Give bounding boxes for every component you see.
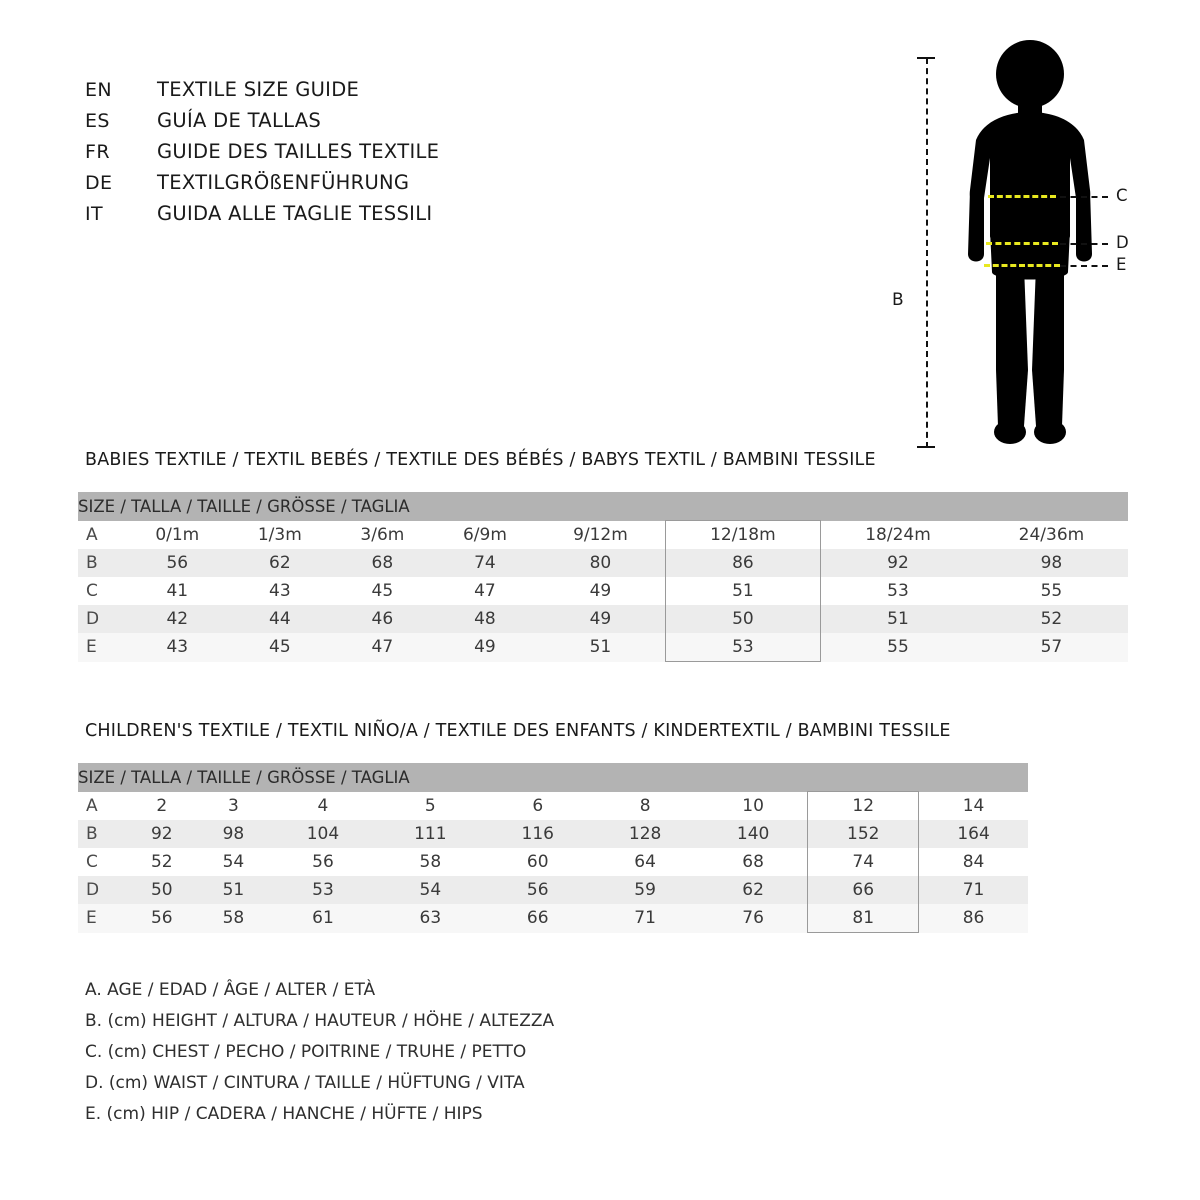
children-a-5: 8: [591, 792, 698, 821]
children-c-8: 84: [919, 848, 1028, 876]
children-a-0: 2: [126, 792, 198, 821]
height-axis-tick-top: [917, 57, 935, 59]
babies-a-1: 1/3m: [229, 521, 332, 550]
children-d-4: 56: [484, 876, 591, 904]
children-b-5: 128: [591, 820, 698, 848]
table-row: [78, 577, 1128, 605]
title-row-en: [85, 78, 605, 109]
babies-c-6: 53: [821, 577, 975, 605]
babies-c-2: 45: [331, 577, 434, 605]
height-axis-label: B: [892, 290, 904, 310]
children-a-1: 3: [198, 792, 270, 821]
children-c-3: 58: [377, 848, 484, 876]
language-code-es: ES: [85, 110, 110, 132]
babies-a-0: 0/1m: [126, 521, 229, 550]
table-row: [78, 521, 1128, 550]
title-text-en: TEXTILE SIZE GUIDE: [157, 78, 360, 101]
babies-e-1: 45: [229, 633, 332, 662]
children-c-2: 56: [269, 848, 376, 876]
children-d-6: 62: [699, 876, 808, 904]
hip-measure-label: E: [1116, 255, 1127, 274]
babies-e-7: 57: [975, 633, 1128, 662]
babies-a-6: 18/24m: [821, 521, 975, 550]
children-a-7: 12: [808, 792, 919, 821]
body-measurement-figure: [860, 40, 1160, 450]
babies-a-3: 6/9m: [434, 521, 537, 550]
language-code-de: DE: [85, 172, 113, 194]
babies-d-7: 52: [975, 605, 1128, 633]
language-code-it: IT: [85, 203, 104, 225]
children-d-7: 66: [808, 876, 919, 904]
babies-b-5: 86: [665, 549, 820, 577]
babies-d-4: 49: [536, 605, 665, 633]
babies-e-4: 51: [536, 633, 665, 662]
babies-b-4: 80: [536, 549, 665, 577]
row-key-a: A: [78, 521, 126, 550]
babies-table-header-label: SIZE / TALLA / TAILLE / GRÖSSE / TAGLIA: [78, 492, 1128, 521]
babies-size-table: [78, 492, 1128, 662]
chest-measure-line: [988, 195, 1056, 198]
legend-item-b: B. (cm) HEIGHT / ALTURA / HAUTEUR / HÖHE / ALTEZZA: [85, 1011, 555, 1031]
children-c-0: 52: [126, 848, 198, 876]
table-row: [78, 848, 1028, 876]
title-row-fr: [85, 140, 605, 171]
children-e-8: 86: [919, 904, 1028, 933]
row-key-a: A: [78, 792, 126, 821]
babies-a-5: 12/18m: [665, 521, 820, 550]
children-size-table: [78, 763, 1028, 933]
babies-e-0: 43: [126, 633, 229, 662]
babies-b-7: 98: [975, 549, 1128, 577]
babies-b-3: 74: [434, 549, 537, 577]
babies-b-6: 92: [821, 549, 975, 577]
children-a-6: 10: [699, 792, 808, 821]
children-b-0: 92: [126, 820, 198, 848]
row-key-c: C: [78, 577, 126, 605]
waist-measure-line: [986, 242, 1058, 245]
table-row: [78, 820, 1028, 848]
legend-item-a: A. AGE / EDAD / ÂGE / ALTER / ETÀ: [85, 980, 376, 1000]
title-row-de: [85, 171, 605, 202]
children-b-2: 104: [269, 820, 376, 848]
title-row-it: [85, 202, 605, 233]
babies-c-4: 49: [536, 577, 665, 605]
row-key-e: E: [78, 904, 126, 933]
table-row: [78, 904, 1028, 933]
table-row: [78, 549, 1128, 577]
children-d-8: 71: [919, 876, 1028, 904]
children-b-6: 140: [699, 820, 808, 848]
measurement-legend: [85, 975, 554, 1130]
waist-leader-line: [1060, 243, 1108, 245]
children-d-0: 50: [126, 876, 198, 904]
row-key-e: E: [78, 633, 126, 662]
table-row: [78, 605, 1128, 633]
title-text-fr: GUIDE DES TAILLES TEXTILE: [157, 140, 440, 163]
babies-e-6: 55: [821, 633, 975, 662]
children-c-4: 60: [484, 848, 591, 876]
language-code-en: EN: [85, 79, 113, 101]
babies-d-6: 51: [821, 605, 975, 633]
legend-item-e: E. (cm) HIP / CADERA / HANCHE / HÜFTE / HIPS: [85, 1104, 483, 1124]
babies-d-5: 50: [665, 605, 820, 633]
waist-measure-label: D: [1116, 233, 1129, 252]
babies-a-7: 24/36m: [975, 521, 1128, 550]
babies-d-0: 42: [126, 605, 229, 633]
children-b-7: 152: [808, 820, 919, 848]
table-row: [78, 792, 1028, 821]
babies-d-1: 44: [229, 605, 332, 633]
row-key-b: B: [78, 549, 126, 577]
language-title-block: [85, 78, 605, 233]
children-e-6: 76: [699, 904, 808, 933]
table-row: [78, 876, 1028, 904]
babies-d-3: 48: [434, 605, 537, 633]
chest-measure-label: C: [1116, 186, 1128, 205]
babies-c-7: 55: [975, 577, 1128, 605]
children-e-0: 56: [126, 904, 198, 933]
hip-measure-line: [984, 264, 1060, 267]
title-text-it: GUIDA ALLE TAGLIE TESSILI: [157, 202, 433, 225]
child-silhouette-icon: [950, 40, 1110, 450]
children-section-caption: CHILDREN'S TEXTILE / TEXTIL NIÑO/A / TEXTILE DES ENFANTS / KINDERTEXTIL / BAMBINI TESSILE: [85, 721, 951, 741]
children-e-1: 58: [198, 904, 270, 933]
babies-b-1: 62: [229, 549, 332, 577]
title-row-es: [85, 109, 605, 140]
legend-item-c: C. (cm) CHEST / PECHO / POITRINE / TRUHE / PETTO: [85, 1042, 527, 1062]
babies-b-2: 68: [331, 549, 434, 577]
row-key-d: D: [78, 876, 126, 904]
children-a-3: 5: [377, 792, 484, 821]
chest-leader-line: [1060, 196, 1108, 198]
legend-item-d: D. (cm) WAIST / CINTURA / TAILLE / HÜFTUNG / VITA: [85, 1073, 525, 1093]
children-b-3: 111: [377, 820, 484, 848]
height-axis-tick-bottom: [917, 446, 935, 448]
children-e-2: 61: [269, 904, 376, 933]
children-d-3: 54: [377, 876, 484, 904]
children-e-4: 66: [484, 904, 591, 933]
children-e-7: 81: [808, 904, 919, 933]
table-row: [78, 633, 1128, 662]
children-c-1: 54: [198, 848, 270, 876]
children-c-7: 74: [808, 848, 919, 876]
babies-e-3: 49: [434, 633, 537, 662]
hip-leader-line: [1060, 265, 1108, 267]
babies-section-caption: BABIES TEXTILE / TEXTIL BEBÉS / TEXTILE DES BÉBÉS / BABYS TEXTIL / BAMBINI TESSILE: [85, 450, 876, 470]
children-b-1: 98: [198, 820, 270, 848]
babies-a-4: 9/12m: [536, 521, 665, 550]
babies-c-1: 43: [229, 577, 332, 605]
title-text-de: TEXTILGRÖßENFÜHRUNG: [157, 171, 410, 194]
row-key-d: D: [78, 605, 126, 633]
title-text-es: GUÍA DE TALLAS: [157, 109, 322, 132]
children-a-2: 4: [269, 792, 376, 821]
babies-c-3: 47: [434, 577, 537, 605]
children-c-6: 68: [699, 848, 808, 876]
children-d-5: 59: [591, 876, 698, 904]
babies-e-2: 47: [331, 633, 434, 662]
row-key-c: C: [78, 848, 126, 876]
babies-c-0: 41: [126, 577, 229, 605]
children-c-5: 64: [591, 848, 698, 876]
babies-d-2: 46: [331, 605, 434, 633]
children-e-5: 71: [591, 904, 698, 933]
babies-b-0: 56: [126, 549, 229, 577]
row-key-b: B: [78, 820, 126, 848]
language-code-fr: FR: [85, 141, 110, 163]
children-d-2: 53: [269, 876, 376, 904]
height-axis-line: [926, 58, 928, 448]
children-b-4: 116: [484, 820, 591, 848]
babies-e-5: 53: [665, 633, 820, 662]
children-a-8: 14: [919, 792, 1028, 821]
children-e-3: 63: [377, 904, 484, 933]
children-table-header-row: [78, 763, 1028, 792]
babies-table-header-row: [78, 492, 1128, 521]
children-b-8: 164: [919, 820, 1028, 848]
children-d-1: 51: [198, 876, 270, 904]
babies-a-2: 3/6m: [331, 521, 434, 550]
children-a-4: 6: [484, 792, 591, 821]
babies-c-5: 51: [665, 577, 820, 605]
children-table-header-label: SIZE / TALLA / TAILLE / GRÖSSE / TAGLIA: [78, 763, 1028, 792]
